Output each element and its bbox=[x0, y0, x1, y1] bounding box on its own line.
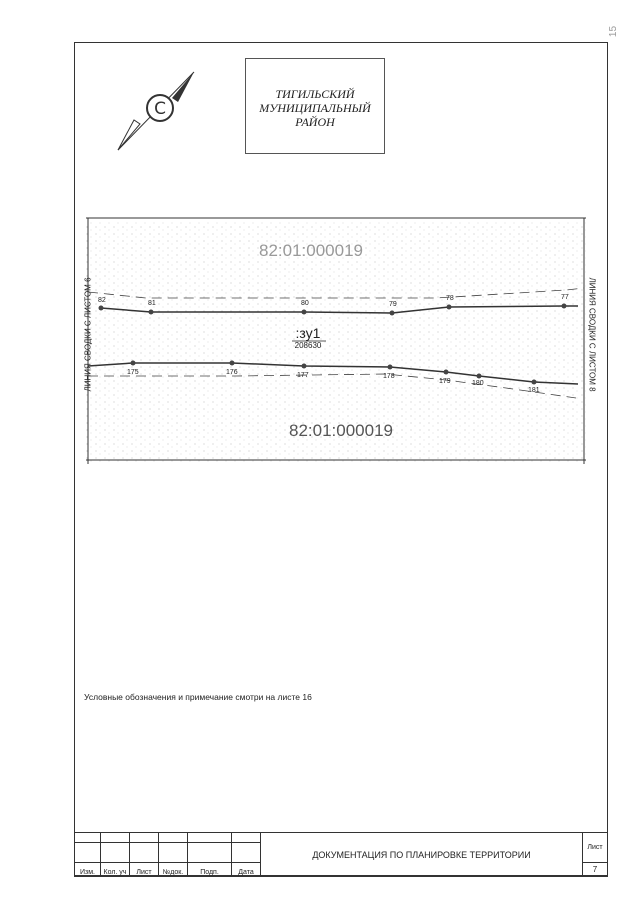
point-178 bbox=[388, 365, 393, 370]
cadastral-number-bottom: 82:01:000019 bbox=[289, 421, 393, 440]
side-label-left: ЛИНИЯ СВОДКИ С ЛИСТОМ 6 bbox=[83, 277, 93, 392]
point-78 bbox=[447, 305, 452, 310]
stamp-col-kol-uch: Кол. уч bbox=[101, 863, 130, 877]
stamp-col-data: Дата bbox=[232, 863, 261, 877]
legend-note: Условные обозначения и примечание смотри на листе 16 bbox=[84, 692, 312, 702]
point-label-77: 77 bbox=[561, 294, 569, 301]
north-arrow-icon bbox=[112, 68, 198, 154]
point-label-176: 176 bbox=[226, 369, 238, 376]
point-82 bbox=[99, 306, 104, 311]
document-title: ДОКУМЕНТАЦИЯ ПО ПЛАНИРОВКЕ ТЕРРИТОРИИ bbox=[261, 833, 583, 877]
stamp-col-izm: Изм. bbox=[75, 863, 101, 877]
point-label-81: 81 bbox=[148, 300, 156, 307]
point-181 bbox=[532, 380, 537, 385]
stamp-col-list: Лист bbox=[130, 863, 159, 877]
parcel-label: :зу1 bbox=[295, 325, 321, 341]
side-label-right: ЛИНИЯ СВОДКИ С ЛИСТОМ 8 bbox=[587, 277, 597, 392]
point-label-178: 178 bbox=[383, 373, 395, 380]
point-label-179: 179 bbox=[439, 378, 451, 385]
title-block bbox=[74, 832, 608, 877]
stamp-col-podp: Подп. bbox=[188, 863, 232, 877]
point-177 bbox=[302, 364, 307, 369]
point-80 bbox=[302, 310, 307, 315]
point-77 bbox=[562, 304, 567, 309]
cadastral-number-top: 82:01:000019 bbox=[259, 241, 363, 260]
sheet-number: 7 bbox=[583, 863, 608, 877]
sheet-label: Лист bbox=[583, 833, 608, 863]
point-label-180: 180 bbox=[472, 380, 484, 387]
point-label-177: 177 bbox=[297, 372, 309, 379]
parcel-area: 208630 bbox=[294, 341, 322, 350]
point-175 bbox=[131, 361, 136, 366]
region-title-line-1: ТИГИЛЬСКИЙ bbox=[275, 87, 355, 101]
point-label-181: 181 bbox=[528, 387, 540, 394]
point-79 bbox=[390, 311, 395, 316]
point-label-82: 82 bbox=[98, 297, 106, 304]
point-label-80: 80 bbox=[301, 300, 309, 307]
point-label-175: 175 bbox=[127, 369, 139, 376]
point-176 bbox=[230, 361, 235, 366]
point-179 bbox=[444, 370, 449, 375]
svg-text:C: C bbox=[154, 99, 166, 119]
point-81 bbox=[149, 310, 154, 315]
parcel-map bbox=[83, 212, 586, 468]
point-180 bbox=[477, 374, 482, 379]
point-label-78: 78 bbox=[446, 295, 454, 302]
stamp-col-ndok: №док. bbox=[159, 863, 188, 877]
region-title-box bbox=[245, 58, 385, 154]
point-label-79: 79 bbox=[389, 301, 397, 308]
page-corner-number: 15 bbox=[608, 25, 620, 38]
region-title-line-2: МУНИЦИПАЛЬНЫЙ bbox=[259, 101, 371, 115]
region-title-line-3: РАЙОН bbox=[295, 115, 335, 129]
